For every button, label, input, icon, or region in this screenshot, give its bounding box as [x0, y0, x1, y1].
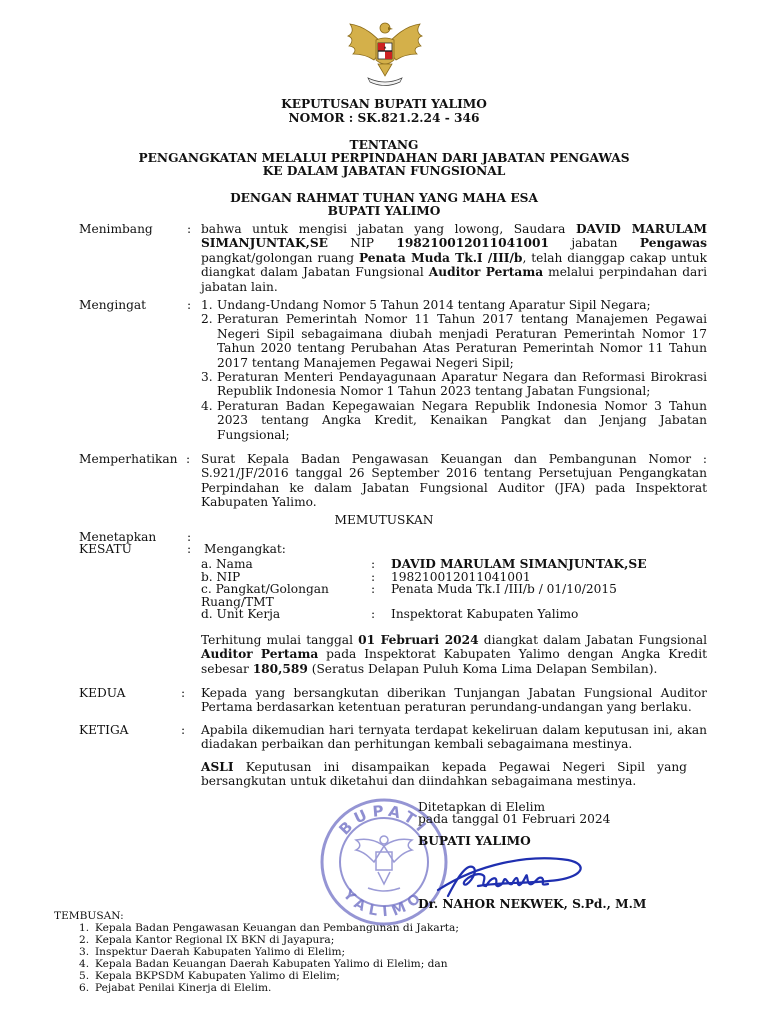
list-item: 3. Peraturan Menteri Pendayagunaan Aparatur Negara dan Reformasi Birokrasi Republik Indonesia Nomor 1 Tahun 2023 tentang Jabatan Fungsional; [201, 370, 707, 399]
memperhatikan-text: Surat Kepala Badan Pengawasan Keuangan dan Pembangunan Nomor : S.921/JF/2016 tanggal 26 September 2016 tentang Persetujuan Pengangkatan Perpindahan ke dalam Jabatan Fungsional Auditor (JFA) pada Inspektorat Kabupaten Yalimo. [201, 452, 707, 510]
ketiga-text: Apabila dikemudian hari ternyata terdapat kekeliruan dalam keputusan ini, akan diadakan perbaikan dan perhitungan kembali sebagaimana mestinya. [201, 723, 707, 752]
decree-number: NOMOR : SK.821.2.24 - 346 [288, 111, 480, 125]
list-item: 1. Kepala Badan Pengawasan Keuangan dan Pembangunan di Jakarta; [79, 922, 459, 934]
employee-nip: 198210012011041001 [396, 236, 549, 251]
about-label: TENTANG [349, 138, 419, 152]
kesatu-intro: Mengangkat: [204, 542, 286, 556]
list-item: 5. Kepala BKPSDM Kabupaten Yalimo di Elelim; [79, 970, 340, 983]
list-item: 2. Kepala Kantor Regional IX BKN di Jayapura; [79, 934, 335, 947]
kedua-label: KEDUA [79, 686, 126, 700]
table-row: a. Nama : DAVID MARULAM SIMANJUNTAK,SE [201, 557, 647, 571]
stamp-text-bottom: YALIMO [339, 886, 429, 921]
mengingat-label: Mengingat [79, 298, 147, 312]
employee-rank: Penata Muda Tk.I /III/b [358, 250, 523, 265]
list-item: 2. Peraturan Pemerintah Nomor 11 Tahun 2017 tentang Manajemen Pegawai Negeri Sipil sebagaimana diubah menjadi Peraturan Pemerintah Nomor 17 Tahun 2020 tentang Perubahan Atas Peraturan Pemerintah Nomor 11 Tahun 2017 tentang Manajemen Pegawai Negeri Sipil; [201, 312, 707, 370]
field-rank-value: Penata Muda Tk.I /III/b / 01/10/2015 [391, 582, 617, 597]
list-item: 4. Peraturan Badan Kepegawaian Negara Republik Indonesia Nomor 3 Tahun 2023 tentang Angka Kredit, Kenaikan Pangkat dan Jenjang Jabatan Fungsional; [201, 398, 707, 442]
menetapkan-label: Menetapkan [79, 530, 157, 544]
asli-paragraph: ASLI Keputusan ini disampaikan kepada Pegawai Negeri Sipil yang bersangkutan untuk diketahui dan diindahkan sebagaimana mestinya. [201, 760, 687, 789]
employee-name: DAVID MARULAM SIMANJUNTAK,SE [201, 222, 708, 251]
list-item: 1. Undang-Undang Nomor 5 Tahun 2014 tentang Aparatur Sipil Negara; [201, 298, 651, 312]
tembusan-list [79, 922, 639, 995]
memperhatikan-label: Memperhatikan [79, 452, 178, 466]
signer-name: Dr. NAHOR NEKWEK, S.Pd., M.M [418, 897, 647, 911]
menimbang-text: bahwa untuk mengisi jabatan yang lowong, Saudara DAVID MARULAM SIMANJUNTAK,SE NIP 198210012011041001 jabatan Pengawas pangkat/golongan ruang Penata Muda Tk.I /III/b, telah dianggap cakap untuk diangkat dalam Jabatan Fungsional Auditor Pertama melalui perpindahan dari jabatan lain. [201, 222, 708, 294]
subject-line-1: PENGANGKATAN MELALUI PERPINDAHAN DARI JABATAN PENGAWAS [138, 151, 630, 165]
decision-heading: MEMUTUSKAN [334, 513, 434, 527]
kedua-colon: : [181, 686, 186, 700]
stamp-text-top: BUPATI [335, 801, 433, 839]
field-name-value: DAVID MARULAM SIMANJUNTAK,SE [391, 557, 647, 571]
credit-value: 180,589 [252, 661, 308, 676]
list-item: 4. Kepala Badan Keuangan Daerah Kabupaten Yalimo di Elelim; dan [79, 958, 448, 971]
signing-date: pada tanggal 01 Februari 2024 [418, 812, 611, 826]
ketiga-label: KETIGA [79, 723, 129, 737]
kesatu-paragraph: Terhitung mulai tanggal 01 Februari 2024 diangkat dalam Jabatan Fungsional Auditor Pertama pada Inspektorat Kabupaten Yalimo dengan Angka Kredit sebesar 180,589 (Seratus Delapan Puluh Koma Lima Delapan Sembilan). [201, 633, 707, 676]
signing-place: Ditetapkan di Elelim [418, 800, 546, 814]
blessing-line: DENGAN RAHMAT TUHAN YANG MAHA ESA [230, 191, 538, 205]
field-nip-value: 198210012011041001 [391, 569, 531, 584]
field-unit-value: Inspektorat Kabupaten Yalimo [391, 607, 579, 622]
employee-position: Pengawas [639, 236, 707, 251]
memperhatikan-colon: : [186, 452, 191, 466]
effective-date: 01 Februari 2024 [358, 633, 479, 647]
signer-title: BUPATI YALIMO [418, 834, 531, 848]
mengingat-list [201, 298, 707, 442]
tembusan-label: TEMBUSAN: [54, 910, 124, 922]
handwritten-signature [408, 846, 594, 902]
ketiga-colon: : [181, 723, 186, 737]
kedua-text: Kepada yang bersangkutan diberikan Tunjangan Jabatan Fungsional Auditor Pertama berdasarkan ketentuan peraturan perundang-undangan yang berlaku. [201, 686, 707, 715]
table-row: c. Pangkat/Golongan Ruang/TMT : Penata Muda Tk.I /III/b / 01/10/2015 [201, 583, 646, 608]
mengingat-colon: : [187, 298, 192, 312]
table-row: d. Unit Kerja : Inspektorat Kabupaten Yalimo [201, 608, 646, 621]
menimbang-label: Menimbang [79, 222, 153, 236]
garuda-emblem [340, 16, 430, 88]
kesatu-label: KESATU [79, 542, 132, 556]
list-item: 6. Pejabat Penilai Kinerja di Elelim. [79, 982, 272, 995]
authority-line: BUPATI YALIMO [327, 204, 441, 218]
table-row: b. NIP : 198210012011041001 [201, 571, 646, 584]
list-item: 3. Inspektur Daerah Kabupaten Yalimo di Elelim; [79, 946, 346, 959]
appointment-fields [201, 558, 646, 621]
kesatu-colon: : [187, 542, 192, 556]
menetapkan-colon: : [187, 530, 192, 544]
decree-title: KEPUTUSAN BUPATI YALIMO [281, 97, 487, 111]
subject-line-2: KE DALAM JABATAN FUNGSIONAL [262, 164, 506, 178]
functional-position: Auditor Pertama [428, 265, 544, 280]
menimbang-colon: : [187, 222, 192, 236]
